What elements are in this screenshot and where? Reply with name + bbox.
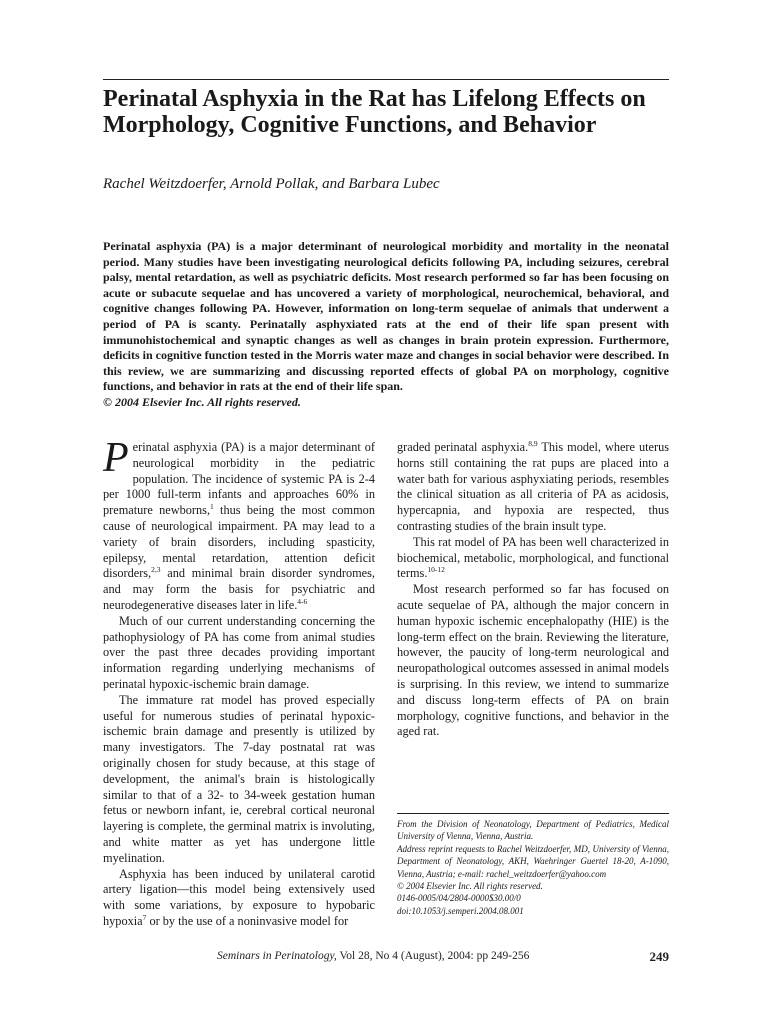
paragraph-text: or by the use of a noninvasive model for (146, 913, 349, 928)
citation-ref: 1 (210, 502, 214, 512)
footnote-rule (397, 813, 669, 814)
citation-ref: 8,9 (528, 438, 538, 448)
citation-ref: 10-12 (427, 565, 445, 575)
paragraph-text: thus being the most common cause of neurological impairment. PA may lead to a variety of brain disorders, including spasticity, epilepsy, mental retardation, attention deficit disorders, (103, 503, 375, 581)
paragraph-rat-model (397, 535, 669, 582)
paragraph-asphyxia-models (397, 440, 669, 535)
paragraph-intro (103, 435, 375, 614)
footnote-affiliation: From the Division of Neonatology, Department of Pediatrics, Medical University of Vienna, Vienna, Austria. (397, 819, 669, 842)
article-authors: Rachel Weitzdoerfer, Arnold Pollak, and Barbara Lubec (103, 176, 440, 192)
paragraph-text: and minimal brain disorder syndromes, and may form the basis for psychiatric and neurodegenerative diseases later in life. (103, 566, 375, 612)
paragraph: The immature rat model has proved especially useful for numerous studies of perinatal hypoxic-ischemic brain damage and presently is utilized by many investigators. The 7-day postnatal rat was originally chosen for study because, at this stage of development, the animal's brain is histologically similar to that of a 32- to 34-week gestation human fetus or newborn infant, ie, cerebral cortical neuronal layering is complete, the germinal matrix is involuting, and white matter as yet has undergone little myelination. (103, 692, 375, 865)
footnote-doi: doi:10.1053/j.semperi.2004.08.001 (397, 905, 524, 916)
title-top-rule (103, 79, 669, 80)
footnote-address: Address reprint requests to Rachel Weitzdoerfer, MD, University of Vienna, Department of Neonatology, AKH, Waehringer Guertel 18-20, A-1090, Vienna, Austria; e-mail: rachel_weitzdoerfer@yahoo.com (397, 843, 669, 879)
citation-ref: 2,3 (151, 565, 161, 575)
footnote-issn: 0146-0005/04/2804-0000$30.00/0 (397, 893, 521, 904)
journal-name: Seminars in Perinatology, (217, 950, 337, 962)
abstract-copyright: © 2004 Elsevier Inc. All rights reserved. (103, 394, 301, 409)
footnotes (397, 818, 669, 917)
body-column-left (103, 435, 375, 930)
drop-cap: P (103, 435, 129, 481)
citation-ref: 4-6 (297, 596, 308, 606)
paragraph: Most research performed so far has focused on acute sequelae of PA, although the major concern in human hypoxic ischemic encephalopathy (HIE) is the long-term effect on the brain. Reviewing the literature, however, the paucity of long-term neurological and neuropathological outcomes assessed in animal models is surprising. In this review, we intend to summarize and discuss long-term effects of PA on brain morphology, cognitive functions, and behavior in the aged rat. (397, 582, 669, 739)
abstract-text: Perinatal asphyxia (PA) is a major determinant of neurological morbidity and mortality in the neonatal period. Many studies have been investigating neurological deficits following PA, including seizures, cerebral palsy, mental retardation, as well as psychiatric deficits. Most research performed so far has been focusing on acute or subacute sequelae and has uncovered a variety of morphological, neurochemical, behavioral, and cognitive changes following PA. However, information on long-term sequelae of animals that underwent a period of PA is scanty. Perinatally asphyxiated rats at the end of their life span present with immunohistochemical and synaptic changes as well as changes in brain protein expression. Furthermore, deficits in cognitive function tested in the Morris water maze and changes in social behavior were described. In this review, we are summarizing and discussing reported effects of global PA on morphology, cognitive functions, and behavior in rats at the end of their life span. (103, 239, 669, 394)
paragraph: Much of our current understanding concerning the pathophysiology of PA has come from animal studies over the past three decades providing important information regarding underlying mechanisms of perinatal hypoxic-ischemic brain damage. (103, 613, 375, 691)
paragraph-text: erinatal asphyxia (PA) is a major determinant of neurological morbidity in the pediatric population. The incidence of systemic PA is 2-4 per 1000 full-term infants and approaches 60% in premature newborns, (103, 440, 375, 518)
paragraph-text: Asphyxia has been induced by unilateral carotid artery ligation—this model being extensively used with some variations, by exposure to hypobaric hypoxia (103, 866, 375, 928)
paragraph-text: This rat model of PA has been well characterized in biochemical, metabolic, morphological, and functional terms. (397, 534, 669, 581)
journal-citation (217, 950, 529, 962)
paragraph-asphyxia-models (103, 867, 375, 930)
citation-ref: 7 (142, 912, 147, 922)
page-number: 249 (649, 949, 669, 964)
footnote-copyright: © 2004 Elsevier Inc. All rights reserved. (397, 881, 543, 892)
abstract (103, 239, 669, 411)
paragraph-text: graded perinatal asphyxia. (397, 440, 529, 454)
journal-issue: Vol 28, No 4 (August), 2004: pp 249-256 (336, 950, 530, 962)
article-title: Perinatal Asphyxia in the Rat has Lifelong Effects on Morphology, Cognitive Functions, and Behavior (103, 86, 646, 138)
body-column-right (397, 440, 669, 800)
paragraph-text: This model, where uterus horns still containing the rat pups are placed into a water bath for various asphyxiating periods, resembles the clinical situation as all criteria of PA as acidosis, hypercapnia, and hypoxia are respected, thus contrasting studies of the brain insult type. (397, 440, 669, 533)
